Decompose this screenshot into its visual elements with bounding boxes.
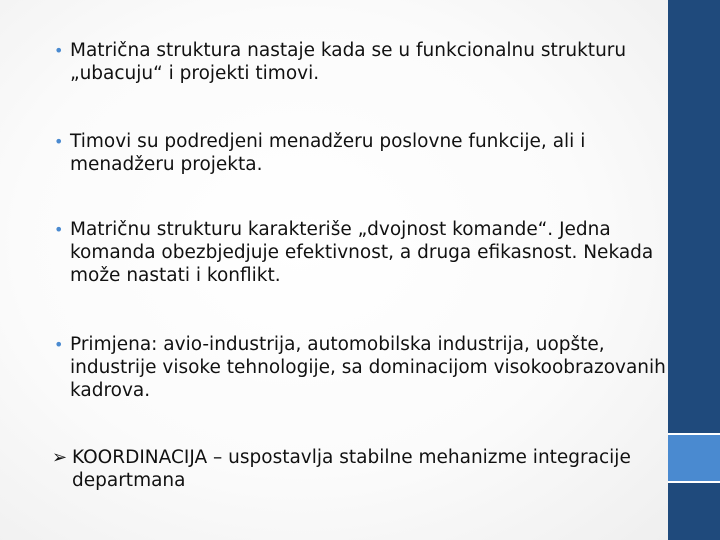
arrow-right-icon: ➢ xyxy=(52,447,68,468)
bullet-item xyxy=(54,130,680,176)
sidebar-block-accent xyxy=(668,435,720,481)
bullet-text: Timovi su podredjeni menadžeru poslovne funkcije, ali i menadžeru projekta. xyxy=(70,131,586,175)
bullet-text: Matrična struktura nastaje kada se u funkcionalnu strukturu „ubacuju“ i projekti timovi. xyxy=(70,40,627,84)
bullet-item xyxy=(54,218,680,287)
sidebar-block-bottom xyxy=(668,483,720,540)
bullet-text: Matričnu strukturu karakteriše „dvojnost komande“. Jedna komanda obezbjedjuje efektivnost, a druga efikasnost. Nekada može nastati i konflikt. xyxy=(70,219,654,286)
arrow-item-text: KOORDINACIJA – uspostavlja stabilne mehanizme integracije departmana xyxy=(72,447,631,491)
bullet-icon: • xyxy=(54,220,64,239)
bullet-icon: • xyxy=(54,41,64,60)
bullet-icon: • xyxy=(54,335,64,354)
bullet-text: Primjena: avio-industrija, automobilska industrija, uopšte, industrije visoke tehnologije, sa dominacijom visokoobrazovanih kadrova. xyxy=(70,334,666,401)
arrow-item xyxy=(52,446,672,492)
bullet-icon: • xyxy=(54,132,64,151)
bullet-item xyxy=(54,333,680,402)
bullet-item xyxy=(54,39,680,85)
